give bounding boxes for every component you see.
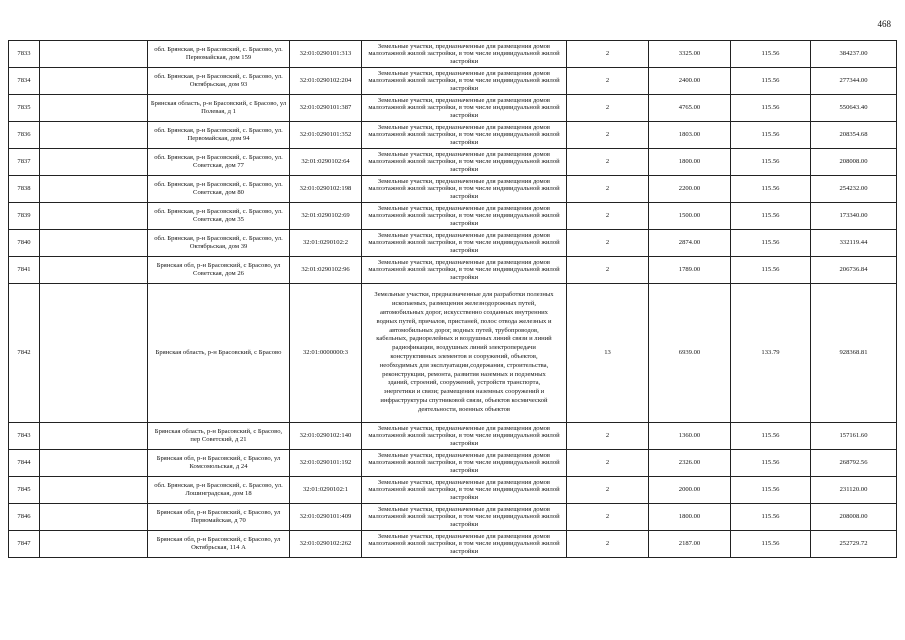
land-use-cell: Земельные участки, предназначенные для размещения домов малоэтажной жилой застройки, в том числе индивидуальной жилой застройки	[362, 423, 567, 450]
area-cell: 1789.00	[649, 257, 731, 284]
group-cell: 2	[567, 504, 649, 531]
blank-cell	[40, 284, 148, 423]
rate-cell: 115.56	[731, 95, 811, 122]
area-cell: 2400.00	[649, 68, 731, 95]
rate-cell: 115.56	[731, 504, 811, 531]
cadastral-number-cell: 32:01:0290101:313	[290, 41, 362, 68]
row-number: 7840	[9, 230, 40, 257]
area-cell: 1800.00	[649, 504, 731, 531]
group-cell: 2	[567, 149, 649, 176]
land-use-cell: Земельные участки, предназначенные для размещения домов малоэтажной жилой застройки, в том числе индивидуальной жилой застройки	[362, 230, 567, 257]
cadastral-number-cell: 32:01:0290102:69	[290, 203, 362, 230]
address-cell: Брянская обл, р-н Брасовский, с Брасово, ул Комсомольская, д 24	[148, 450, 290, 477]
area-cell: 2326.00	[649, 450, 731, 477]
row-number: 7842	[9, 284, 40, 423]
land-use-cell: Земельные участки, предназначенные для разработки полезных ископаемых, размещения железнодорожных путей, автомобильных дорог, искусственно созданных внутренних водных путей, причалов, пристаней, полос отвода железных и автомобильных дорог, водных путей, трубопроводов, кабельных, радиорелейных и воздушных линий связи и линий радиофикации, воздушных линий электропередачи конструктивных элементов и сооружений, объектов, необходимых для эксплуатации,содержания, строительства, реконструкции, ремонта, развития наземных и подземных зданий, строений, сооружений, устройств транспорта, энергетики и связи; размещения наземных сооружений и инфраструктуры спутниковой связи, объектов космической деятельности, военных объектов	[362, 284, 567, 423]
land-use-cell: Земельные участки, предназначенные для размещения домов малоэтажной жилой застройки, в том числе индивидуальной жилой застройки	[362, 68, 567, 95]
land-use-cell: Земельные участки, предназначенные для размещения домов малоэтажной жилой застройки, в том числе индивидуальной жилой застройки	[362, 450, 567, 477]
cadastral-number-cell: 32:01:0290102:262	[290, 531, 362, 558]
table-row	[9, 95, 897, 122]
cadastral-number-cell: 32:01:0290102:204	[290, 68, 362, 95]
rate-cell: 115.56	[731, 68, 811, 95]
table-row	[9, 68, 897, 95]
table-row	[9, 477, 897, 504]
land-use-cell: Земельные участки, предназначенные для размещения домов малоэтажной жилой застройки, в том числе индивидуальной жилой застройки	[362, 257, 567, 284]
cadastral-value-cell: 206736.84	[811, 257, 897, 284]
group-cell: 2	[567, 176, 649, 203]
blank-cell	[40, 531, 148, 558]
table-row	[9, 504, 897, 531]
land-use-cell: Земельные участки, предназначенные для размещения домов малоэтажной жилой застройки, в том числе индивидуальной жилой застройки	[362, 477, 567, 504]
area-cell: 1500.00	[649, 203, 731, 230]
cadastral-number-cell: 32:01:0290101:192	[290, 450, 362, 477]
area-cell: 4765.00	[649, 95, 731, 122]
rate-cell: 115.56	[731, 423, 811, 450]
row-number: 7846	[9, 504, 40, 531]
blank-cell	[40, 203, 148, 230]
cadastral-value-cell: 254232.00	[811, 176, 897, 203]
rate-cell: 115.56	[731, 203, 811, 230]
cadastral-number-cell: 32:01:0290102:198	[290, 176, 362, 203]
cadastral-value-cell: 208008.00	[811, 149, 897, 176]
area-cell: 1360.00	[649, 423, 731, 450]
rate-cell: 115.56	[731, 122, 811, 149]
address-cell: Брянская обл, р-н Брасовский, с Брасово, ул Октябрьская, 114 А	[148, 531, 290, 558]
cadastral-value-cell: 208354.68	[811, 122, 897, 149]
cadastral-number-cell: 32:01:0290101:387	[290, 95, 362, 122]
table-row	[9, 450, 897, 477]
rate-cell: 115.56	[731, 230, 811, 257]
land-use-cell: Земельные участки, предназначенные для размещения домов малоэтажной жилой застройки, в том числе индивидуальной жилой застройки	[362, 504, 567, 531]
group-cell: 2	[567, 477, 649, 504]
cadastral-value-cell: 268792.56	[811, 450, 897, 477]
area-cell: 3325.00	[649, 41, 731, 68]
group-cell: 2	[567, 68, 649, 95]
cadastral-number-cell: 32:01:0000000:3	[290, 284, 362, 423]
blank-cell	[40, 95, 148, 122]
row-number: 7839	[9, 203, 40, 230]
blank-cell	[40, 477, 148, 504]
area-cell: 6939.00	[649, 284, 731, 423]
blank-cell	[40, 41, 148, 68]
area-cell: 2874.00	[649, 230, 731, 257]
blank-cell	[40, 450, 148, 477]
blank-cell	[40, 176, 148, 203]
page-number: 468	[877, 19, 891, 29]
table-row	[9, 230, 897, 257]
area-cell: 1800.00	[649, 149, 731, 176]
rate-cell: 115.56	[731, 149, 811, 176]
blank-cell	[40, 230, 148, 257]
address-cell: обл. Брянская, р-н Брасовский, с. Брасово, ул. Октябрьская, дом 93	[148, 68, 290, 95]
address-cell: Брянская область, р-н Брасовский, с Брасово, ул Полевая, д 1	[148, 95, 290, 122]
cadastral-value-cell: 252729.72	[811, 531, 897, 558]
cadastral-value-cell: 277344.00	[811, 68, 897, 95]
group-cell: 2	[567, 203, 649, 230]
table-row	[9, 423, 897, 450]
area-cell: 2000.00	[649, 477, 731, 504]
rate-cell: 115.56	[731, 450, 811, 477]
address-cell: обл. Брянская, р-н Брасовский, с. Брасово, ул. Первомайская, дом 94	[148, 122, 290, 149]
table-row	[9, 149, 897, 176]
rate-cell: 115.56	[731, 477, 811, 504]
table-row	[9, 122, 897, 149]
group-cell: 2	[567, 41, 649, 68]
group-cell: 2	[567, 423, 649, 450]
table-row	[9, 257, 897, 284]
rate-cell: 115.56	[731, 176, 811, 203]
cadastral-number-cell: 32:01:0290102:140	[290, 423, 362, 450]
group-cell: 2	[567, 95, 649, 122]
address-cell: обл. Брянская, р-н Брасовский, с. Брасово, ул. Лошинградская, дом 18	[148, 477, 290, 504]
group-cell: 2	[567, 531, 649, 558]
address-cell: обл. Брянская, р-н Брасовский, с. Брасово, ул. Первомайская, дом 159	[148, 41, 290, 68]
area-cell: 2187.00	[649, 531, 731, 558]
cadastral-number-cell: 32:01:0290102:1	[290, 477, 362, 504]
row-number: 7845	[9, 477, 40, 504]
cadastral-value-cell: 928368.81	[811, 284, 897, 423]
row-number: 7847	[9, 531, 40, 558]
group-cell: 2	[567, 257, 649, 284]
land-use-cell: Земельные участки, предназначенные для размещения домов малоэтажной жилой застройки, в том числе индивидуальной жилой застройки	[362, 41, 567, 68]
address-cell: Брянская обл, р-н Брасовский, с Брасово, ул Первомайская, д 70	[148, 504, 290, 531]
address-cell: обл. Брянская, р-н Брасовский, с. Брасово, ул. Советская, дом 35	[148, 203, 290, 230]
table-row	[9, 284, 897, 423]
row-number: 7838	[9, 176, 40, 203]
group-cell: 2	[567, 230, 649, 257]
blank-cell	[40, 149, 148, 176]
rate-cell: 115.56	[731, 531, 811, 558]
land-plot-table	[8, 40, 897, 558]
cadastral-value-cell: 231120.00	[811, 477, 897, 504]
group-cell: 2	[567, 450, 649, 477]
land-use-cell: Земельные участки, предназначенные для размещения домов малоэтажной жилой застройки, в том числе индивидуальной жилой застройки	[362, 95, 567, 122]
row-number: 7841	[9, 257, 40, 284]
table-row	[9, 176, 897, 203]
land-use-cell: Земельные участки, предназначенные для размещения домов малоэтажной жилой застройки, в том числе индивидуальной жилой застройки	[362, 149, 567, 176]
blank-cell	[40, 68, 148, 95]
address-cell: Брянская область, р-н Брасовский, с Брасово	[148, 284, 290, 423]
address-cell: обл. Брянская, р-н Брасовский, с. Брасово, ул. Советская, дом 77	[148, 149, 290, 176]
address-cell: Брянская обл, р-н Брасовский, с Брасово, ул Советская, дом 26	[148, 257, 290, 284]
row-number: 7833	[9, 41, 40, 68]
row-number: 7834	[9, 68, 40, 95]
row-number: 7836	[9, 122, 40, 149]
cadastral-value-cell: 157161.60	[811, 423, 897, 450]
address-cell: Брянская область, р-н Брасовский, с Брасово, пер Советский, д 21	[148, 423, 290, 450]
table-row	[9, 531, 897, 558]
group-cell: 2	[567, 122, 649, 149]
blank-cell	[40, 504, 148, 531]
land-use-cell: Земельные участки, предназначенные для размещения домов малоэтажной жилой застройки, в том числе индивидуальной жилой застройки	[362, 531, 567, 558]
blank-cell	[40, 122, 148, 149]
area-cell: 1803.00	[649, 122, 731, 149]
table-row	[9, 41, 897, 68]
blank-cell	[40, 257, 148, 284]
row-number: 7837	[9, 149, 40, 176]
cadastral-value-cell: 384237.00	[811, 41, 897, 68]
rate-cell: 115.56	[731, 257, 811, 284]
land-use-cell: Земельные участки, предназначенные для размещения домов малоэтажной жилой застройки, в том числе индивидуальной жилой застройки	[362, 176, 567, 203]
area-cell: 2200.00	[649, 176, 731, 203]
cadastral-number-cell: 32:01:0290101:352	[290, 122, 362, 149]
group-cell: 13	[567, 284, 649, 423]
cadastral-value-cell: 550643.40	[811, 95, 897, 122]
address-cell: обл. Брянская, р-н Брасовский, с. Брасово, ул. Советская, дом 80	[148, 176, 290, 203]
land-use-cell: Земельные участки, предназначенные для размещения домов малоэтажной жилой застройки, в том числе индивидуальной жилой застройки	[362, 122, 567, 149]
rate-cell: 133.79	[731, 284, 811, 423]
cadastral-value-cell: 173340.00	[811, 203, 897, 230]
cadastral-number-cell: 32:01:0290102:2	[290, 230, 362, 257]
rate-cell: 115.56	[731, 41, 811, 68]
row-number: 7844	[9, 450, 40, 477]
address-cell: обл. Брянская, р-н Брасовский, с. Брасово, ул. Октябрьская, дом 39	[148, 230, 290, 257]
table-row	[9, 203, 897, 230]
cadastral-value-cell: 332119.44	[811, 230, 897, 257]
row-number: 7843	[9, 423, 40, 450]
blank-cell	[40, 423, 148, 450]
row-number: 7835	[9, 95, 40, 122]
cadastral-number-cell: 32:01:0290101:409	[290, 504, 362, 531]
cadastral-value-cell: 208008.00	[811, 504, 897, 531]
cadastral-number-cell: 32:01:0290102:96	[290, 257, 362, 284]
cadastral-number-cell: 32:01:0290102:64	[290, 149, 362, 176]
land-use-cell: Земельные участки, предназначенные для размещения домов малоэтажной жилой застройки, в том числе индивидуальной жилой застройки	[362, 203, 567, 230]
